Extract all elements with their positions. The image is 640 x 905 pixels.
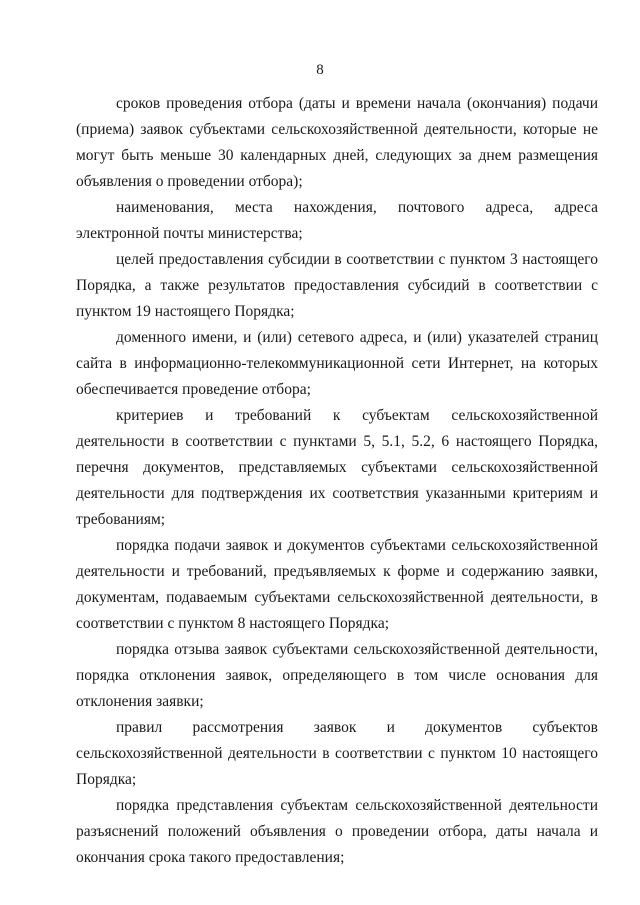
paragraph-clarifications: порядка представления субъектам сельскохозяйственной деятельности разъяснений положений объявления о проведении отбора, даты начала и окончания срока такого предоставления; (76, 797, 598, 866)
page-number: 8 (316, 62, 324, 78)
paragraph-ministry-contacts: наименования, места нахождения, почтового адреса, адреса электронной почты министерства; (76, 199, 598, 242)
document-body (76, 91, 598, 871)
paragraph-withdrawal-procedure: порядка отзыва заявок субъектами сельскохозяйственной деятельности, порядка отклонения заявок, определяющего в том числе основания для отклонения заявки; (76, 641, 598, 710)
paragraph-submission-deadlines: сроков проведения отбора (даты и времени начала (окончания) подачи (приема) заявок субъектами сельскохозяйственной деятельности, которые не могут быть меньше 30 календарных дней, следующих за днем размещения объявления о проведении отбора); (76, 95, 598, 190)
paragraph-domain-name: доменного имени, и (или) сетевого адреса, и (или) указателей страниц сайта в информационно-телекоммуникационной сети Интернет, на которых обеспечивается проведение отбора; (76, 329, 598, 398)
paragraph-subsidy-goals: целей предоставления субсидии в соответствии с пунктом 3 настоящего Порядка, а также результатов предоставления субсидий в соответствии с пунктом 19 настоящего Порядка; (76, 251, 598, 320)
paragraph-application-procedure: порядка подачи заявок и документов субъектами сельскохозяйственной деятельности и требований, предъявляемых к форме и содержанию заявки, документам, подаваемым субъектами сельскохозяйственной деятельности, в соответствии с пунктом 8 настоящего Порядка; (76, 537, 598, 632)
paragraph-criteria-requirements: критериев и требований к субъектам сельскохозяйственной деятельности в соответствии с пунктами 5, 5.1, 5.2, 6 настоящего Порядка, перечня документов, представляемых субъектами сельскохозяйственной деятельности для подтверждения их соответствия указанными критериям и требованиям; (76, 407, 598, 528)
paragraph-review-rules: правил рассмотрения заявок и документов субъектов сельскохозяйственной деятельности в соответствии с пунктом 10 настоящего Порядка; (76, 719, 598, 788)
